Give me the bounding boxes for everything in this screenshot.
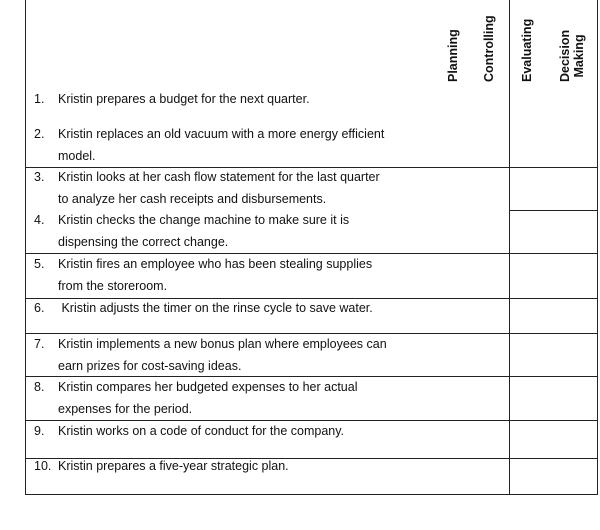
item-text-continued: earn prizes for cost-saving ideas. <box>58 358 242 373</box>
answer-row-separator <box>509 376 598 377</box>
list-item <box>34 377 357 420</box>
item-number: 7. <box>34 337 45 351</box>
worksheet-table <box>25 0 598 495</box>
item-text: Kristin fires an employee who has been stealing supplies <box>58 257 373 271</box>
item-text: Kristin works on a code of conduct for the company. <box>58 424 345 438</box>
item-number: 1. <box>34 92 45 106</box>
item-text: Kristin prepares a five-year strategic plan. <box>58 459 289 473</box>
list-item <box>34 89 310 111</box>
item-number: 3. <box>34 170 45 184</box>
header-planning: Planning <box>446 29 460 82</box>
list-item <box>34 124 384 167</box>
item-text: Kristin implements a new bonus plan where employees can <box>58 337 387 351</box>
item-text: Kristin replaces an old vacuum with a more energy efficient <box>58 127 385 141</box>
answer-row-separator <box>509 167 598 168</box>
item-text-continued: model. <box>58 148 96 163</box>
item-text-continued: from the storeroom. <box>58 278 168 293</box>
item-text: Kristin looks at her cash flow statement for the last quarter <box>58 170 380 184</box>
list-item <box>34 167 380 210</box>
list-item <box>34 421 344 443</box>
list-item <box>34 298 373 320</box>
header-controlling: Controlling <box>482 15 496 82</box>
list-item <box>34 210 349 253</box>
answer-row-separator <box>509 210 598 211</box>
item-number: 6. <box>34 301 45 315</box>
item-text-continued: expenses for the period. <box>58 401 193 416</box>
item-text: Kristin checks the change machine to make sure it is <box>58 213 350 227</box>
item-number: 5. <box>34 257 45 271</box>
list-item <box>34 254 372 297</box>
header-decision-line2: Making <box>572 34 586 78</box>
answer-row-separator <box>509 420 598 421</box>
item-text: Kristin adjusts the timer on the rinse cycle to save water. <box>58 301 373 315</box>
list-item <box>34 334 387 377</box>
item-text-continued: to analyze her cash receipts and disbursements. <box>58 191 327 206</box>
item-number: 4. <box>34 213 45 227</box>
item-text: Kristin prepares a budget for the next quarter. <box>58 92 310 106</box>
answer-row-separator <box>509 253 598 254</box>
item-text-continued: dispensing the correct change. <box>58 234 229 249</box>
header-evaluating: Evaluating <box>520 18 534 82</box>
item-number: 9. <box>34 424 45 438</box>
item-text: Kristin compares her budgeted expenses to her actual <box>58 380 358 394</box>
answer-row-separator <box>509 298 598 299</box>
list-item <box>34 456 289 478</box>
item-number: 10. <box>34 459 52 473</box>
answer-row-separator <box>509 333 598 334</box>
answer-row-separator <box>509 458 598 459</box>
header-decision-line1: Decision <box>558 29 572 82</box>
item-number: 8. <box>34 380 45 394</box>
header-decision-making <box>558 30 586 82</box>
item-number: 2. <box>34 127 45 141</box>
